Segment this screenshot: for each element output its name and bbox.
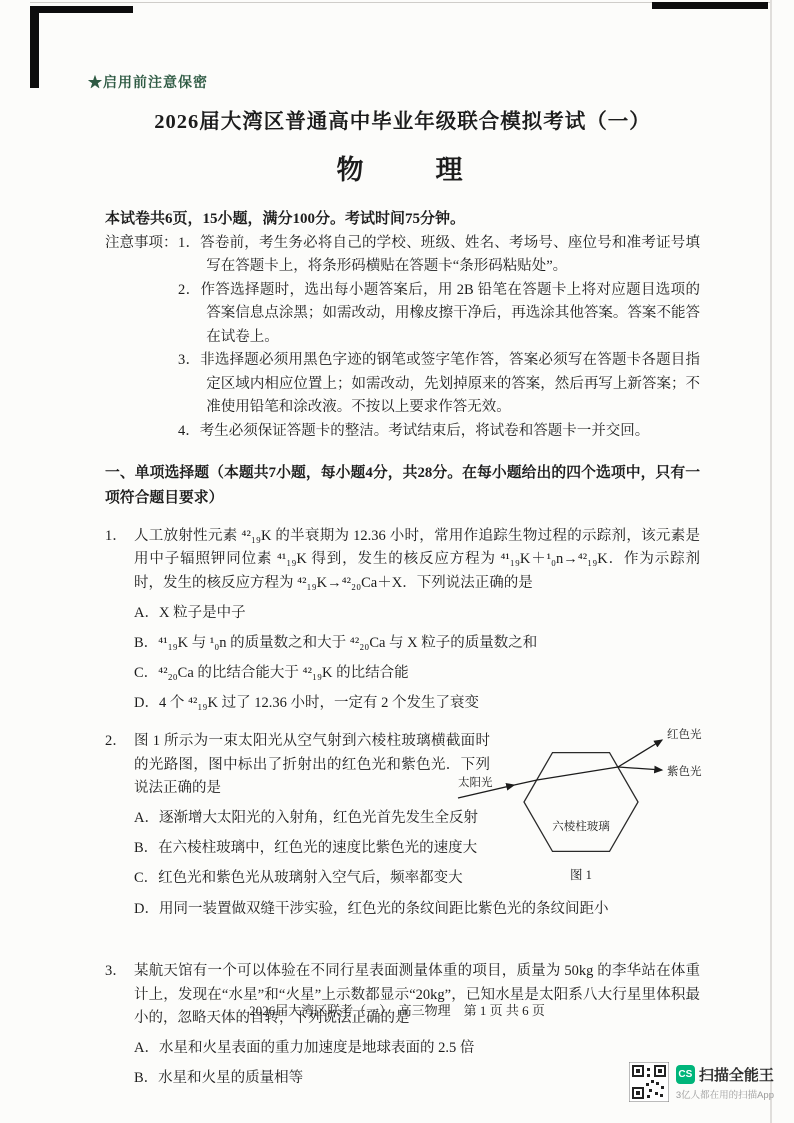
sunlight-label: 太阳光 [458, 777, 493, 790]
question-1 [105, 525, 700, 715]
scan-corner-mark [652, 2, 768, 9]
red-light-label: 红色光 [667, 729, 702, 742]
exam-notes [105, 232, 700, 443]
question-2-option-d: D．用同一装置做双缝干涉实验，红色光的条纹间距比紫色光的条纹间距小 [134, 900, 609, 917]
question-3-stem: 某航天馆有一个可以体验在不同行星表面测量体重的项目，质量为 50kg 的李华站在体重计上，发现在“水星”和“火星”上示数都显示“20kg”，已知水星是太阳系八大行星里体积最小的，忽略天体的自转，下列说法正确的是 [134, 963, 700, 1026]
question-1-option-a: A．X 粒子是中子 [134, 604, 246, 621]
question-1-option-d: D．4 个 ⁴²₁₉K 过了 12.36 小时，一定有 2 个发生了衰变 [134, 695, 479, 712]
question-3-option-b: B．水星和火星的质量相等 [134, 1070, 304, 1087]
subject-title: 物 理 [336, 155, 469, 185]
note-item-2: 2．作答选择题时，选出每小题答案后，用 2B 铅笔在答题卡上将对应题目选项的答案信息点涂黑；如需改动，用橡皮擦干净后，再选涂其他答案。答案不能答在试卷上。 [178, 281, 700, 345]
glass-label: 六棱柱玻璃 [552, 821, 610, 834]
scan-edge-right [770, 0, 772, 1123]
section-header: 一、单项选择题（本题共7小题，每小题4分，共28分。在每小题给出的四个选项中，只有一项符合题目要求） [105, 465, 700, 506]
note-item-4: 4．考生必须保证答题卡的整洁。考试结束后，将试卷和答题卡一并交回。 [178, 422, 650, 439]
question-3-option-a: A．水星和火星表面的重力加速度是地球表面的 2.5 倍 [134, 1040, 475, 1057]
violet-light-label: 紫色光 [667, 766, 702, 779]
question-1-stem: 人工放射性元素 ⁴²₁₉K 的半衰期为 12.36 小时，常用作追踪生物过程的示踪剂，该元素是用中子辐照钾同位素 ⁴¹₁₉K 得到，发生的核反应方程为 ⁴¹₁₉K＋¹₀n→⁴²₁₉K．作为示踪剂时，发生的核反应方程为 ⁴²₁₉K→⁴²₂₀Ca＋X．下列说法正确的是 [134, 528, 700, 591]
figure-1-prism-diagram [456, 724, 708, 894]
figure-caption: 图 1 [570, 868, 592, 883]
qr-code [629, 1062, 669, 1102]
exam-title: 2026届大湾区普通高中毕业年级联合模拟考试（一） [154, 111, 651, 133]
question-3 [105, 960, 700, 1090]
scan-corner-mark [30, 6, 133, 13]
scanner-watermark [629, 1062, 774, 1102]
question-2-number: 2． [105, 733, 127, 750]
question-1-option-c: C．⁴²₂₀Ca 的比结合能大于 ⁴²₁₉K 的比结合能 [134, 665, 409, 682]
question-2-stem: 图 1 所示为一束太阳光从空气射到六棱柱玻璃横截面时的光路图，图中标出了折射出的红色光和紫色光．下列说法正确的是 [134, 733, 490, 796]
paper-info: 本试卷共6页，15小题，满分100分。考试时间75分钟。 [105, 211, 466, 227]
scanner-app-logo-icon: CS [676, 1065, 695, 1084]
note-item-1: 1．答卷前，考生务必将自己的学校、班级、姓名、考场号、座位号和准考证号填写在答题卡上，将条形码横贴在答题卡“条形码粘贴处”。 [178, 235, 700, 275]
security-notice: ★启用前注意保密 [88, 76, 208, 91]
question-3-number: 3． [105, 963, 127, 980]
scanner-app-name: 扫描全能王 [698, 1066, 774, 1084]
scanner-app-tagline: 3亿人都在用的扫描App [675, 1089, 774, 1101]
violet-light-ray [618, 767, 662, 770]
note-item-3: 3．非选择题必须用黑色字迹的钢笔或签字笔作答，答案必须写在答题卡各题目指定区域内相应位置上；如需改动，先划掉原来的答案，然后再写上新答案；不准使用铅笔和涂改液。不按以上要求作答无效。 [178, 352, 700, 416]
page-content [105, 104, 700, 1090]
question-2-option-c: C．红色光和紫色光从玻璃射入空气后，频率都变大 [134, 870, 463, 887]
question-2-option-b: B．在六棱柱玻璃中，红色光的速度比紫色光的速度大 [134, 840, 478, 857]
question-2-option-a: A．逐渐增大太阳光的入射角，红色光首先发生全反射 [134, 810, 478, 827]
red-light-ray [618, 740, 662, 767]
scan-corner-mark [30, 6, 39, 88]
refracted-ray-inside [537, 767, 618, 780]
question-2 [105, 730, 700, 945]
question-1-option-b: B．⁴¹₁₉K 与 ¹₀n 的质量数之和大于 ⁴²₂₀Ca 与 X 粒子的质量数之和 [134, 634, 538, 651]
notes-label: 注意事项： [105, 235, 178, 251]
page-footer: 2026届大湾区联考（一） 高三物理 第 1 页 共 6 页 [249, 1003, 545, 1018]
question-1-number: 1． [105, 528, 127, 545]
